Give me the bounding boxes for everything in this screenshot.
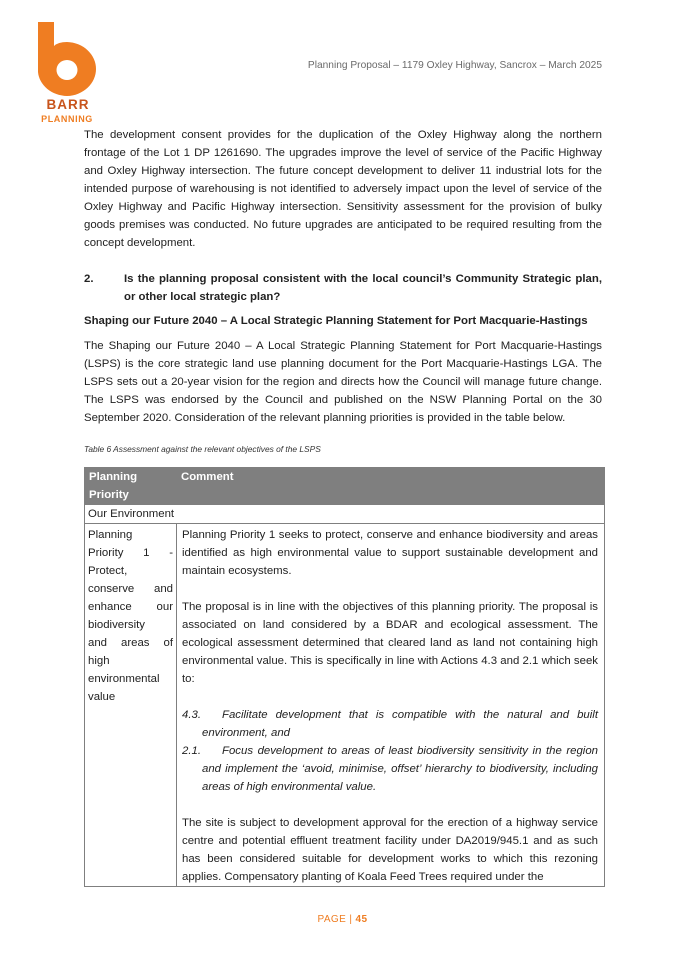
- table-header-row: [85, 468, 605, 505]
- table-caption: Table 6 Assessment against the relevant objectives of the LSPS: [84, 444, 321, 454]
- page-body: [84, 126, 602, 455]
- action-item: [182, 742, 598, 796]
- comment-cell: [177, 524, 605, 887]
- page-footer: [0, 914, 685, 925]
- document-header-title: Planning Proposal – 1179 Oxley Highway, Sancrox – March 2025: [307, 60, 602, 71]
- question-number: 2.: [84, 273, 94, 285]
- priority-line: Priority 1 -: [88, 547, 173, 559]
- comment-paragraph: Planning Priority 1 seeks to protect, conserve and enhance biodiversity and areas identified as high environmental value to support sustainable development and maintain ecosystems.: [182, 529, 598, 577]
- priority-line: Protect,: [88, 565, 128, 577]
- intro-paragraph: The development consent provides for the duplication of the Oxley Highway along the northern frontage of the Lot 1 DP 1261690. The upgrades improve the level of service of the Pacific Highway and Oxley Highway intersection. The future concept development to deliver 11 industrial lots for the intended purpose of warehousing is not identified to adversely impact upon the level of service of the Oxley Highway and Pacific Highway intersection. Sensitivity assessment for the provision of bulky goods premises was conducted. No future upgrades are anticipated to be required resulting from the concept development.: [84, 129, 602, 249]
- section-subheading: Shaping our Future 2040 – A Local Strategic Planning Statement for Port Macquarie-Hastings: [84, 315, 588, 327]
- priority-line: environmental: [88, 673, 160, 685]
- footer-page-label: PAGE: [317, 914, 347, 925]
- question-heading: [84, 270, 602, 306]
- logo-wordmark-planning: PLANNING: [41, 114, 93, 124]
- priority-line: value: [88, 691, 116, 703]
- page-number: 45: [355, 914, 368, 925]
- action-number: 2.1.: [182, 745, 201, 757]
- planning-priority-cell: [85, 524, 177, 887]
- priority-line: Planning: [88, 529, 133, 541]
- column-header-comment: Comment: [177, 468, 605, 505]
- comment-paragraph: The proposal is in line with the objectives of this planning priority. The proposal is associated on land considered by a BDAR and ecological assessment. The ecological assessment determined that cleared land as land not containing high environmental value. This is specifically in line with Actions 4.3 and 2.1 which seek to:: [182, 601, 598, 685]
- priority-line: enhance our: [88, 601, 173, 613]
- table-section-row: [85, 505, 605, 524]
- priority-line: biodiversity: [88, 619, 145, 631]
- table-row: [85, 524, 605, 887]
- comment-paragraph: The site is subject to development approval for the erection of a highway service centre and potential effluent treatment facility under DA2019/945.1 and as such has been considered suitable for development works to which this rezoning applies. Compensatory planting of Koala Feed Trees required under the: [182, 817, 598, 883]
- logo-wordmark-barr: BARR: [46, 97, 90, 112]
- priority-line: conserve and: [88, 583, 173, 595]
- action-item: [182, 706, 598, 742]
- priority-line: high: [88, 655, 110, 667]
- footer-separator: |: [349, 914, 353, 925]
- lsps-paragraph: The Shaping our Future 2040 – A Local Strategic Planning Statement for Port Macquarie-Hastings (LSPS) is the core strategic land use planning document for the Port Macquarie-Hastings LGA. The LSPS sets out a 20-year vision for the region and directs how the Council will manage future change. The LSPS was endorsed by the Council and published on the NSW Planning Portal on the 30 September 2020. Consideration of the relevant planning priorities is provided in the table below.: [84, 340, 602, 424]
- question-text: Is the planning proposal consistent with the local council’s Community Strategic plan, or other local strategic plan?: [124, 273, 602, 303]
- column-header-priority: Planning Priority: [85, 468, 177, 505]
- action-text: Facilitate development that is compatible with the natural and built environment, and: [202, 709, 598, 739]
- section-label: Our Environment: [85, 505, 605, 524]
- priority-line: and areas of: [88, 637, 173, 649]
- b-icon: [34, 20, 100, 98]
- lsps-assessment-table: [84, 467, 605, 887]
- action-number: 4.3.: [182, 709, 201, 721]
- action-text: Focus development to areas of least biodiversity sensitivity in the region and implement the ‘avoid, minimise, offset’ hierarchy to biodiversity, including areas of high environmental value.: [202, 745, 598, 793]
- barr-planning-logo: [34, 20, 100, 125]
